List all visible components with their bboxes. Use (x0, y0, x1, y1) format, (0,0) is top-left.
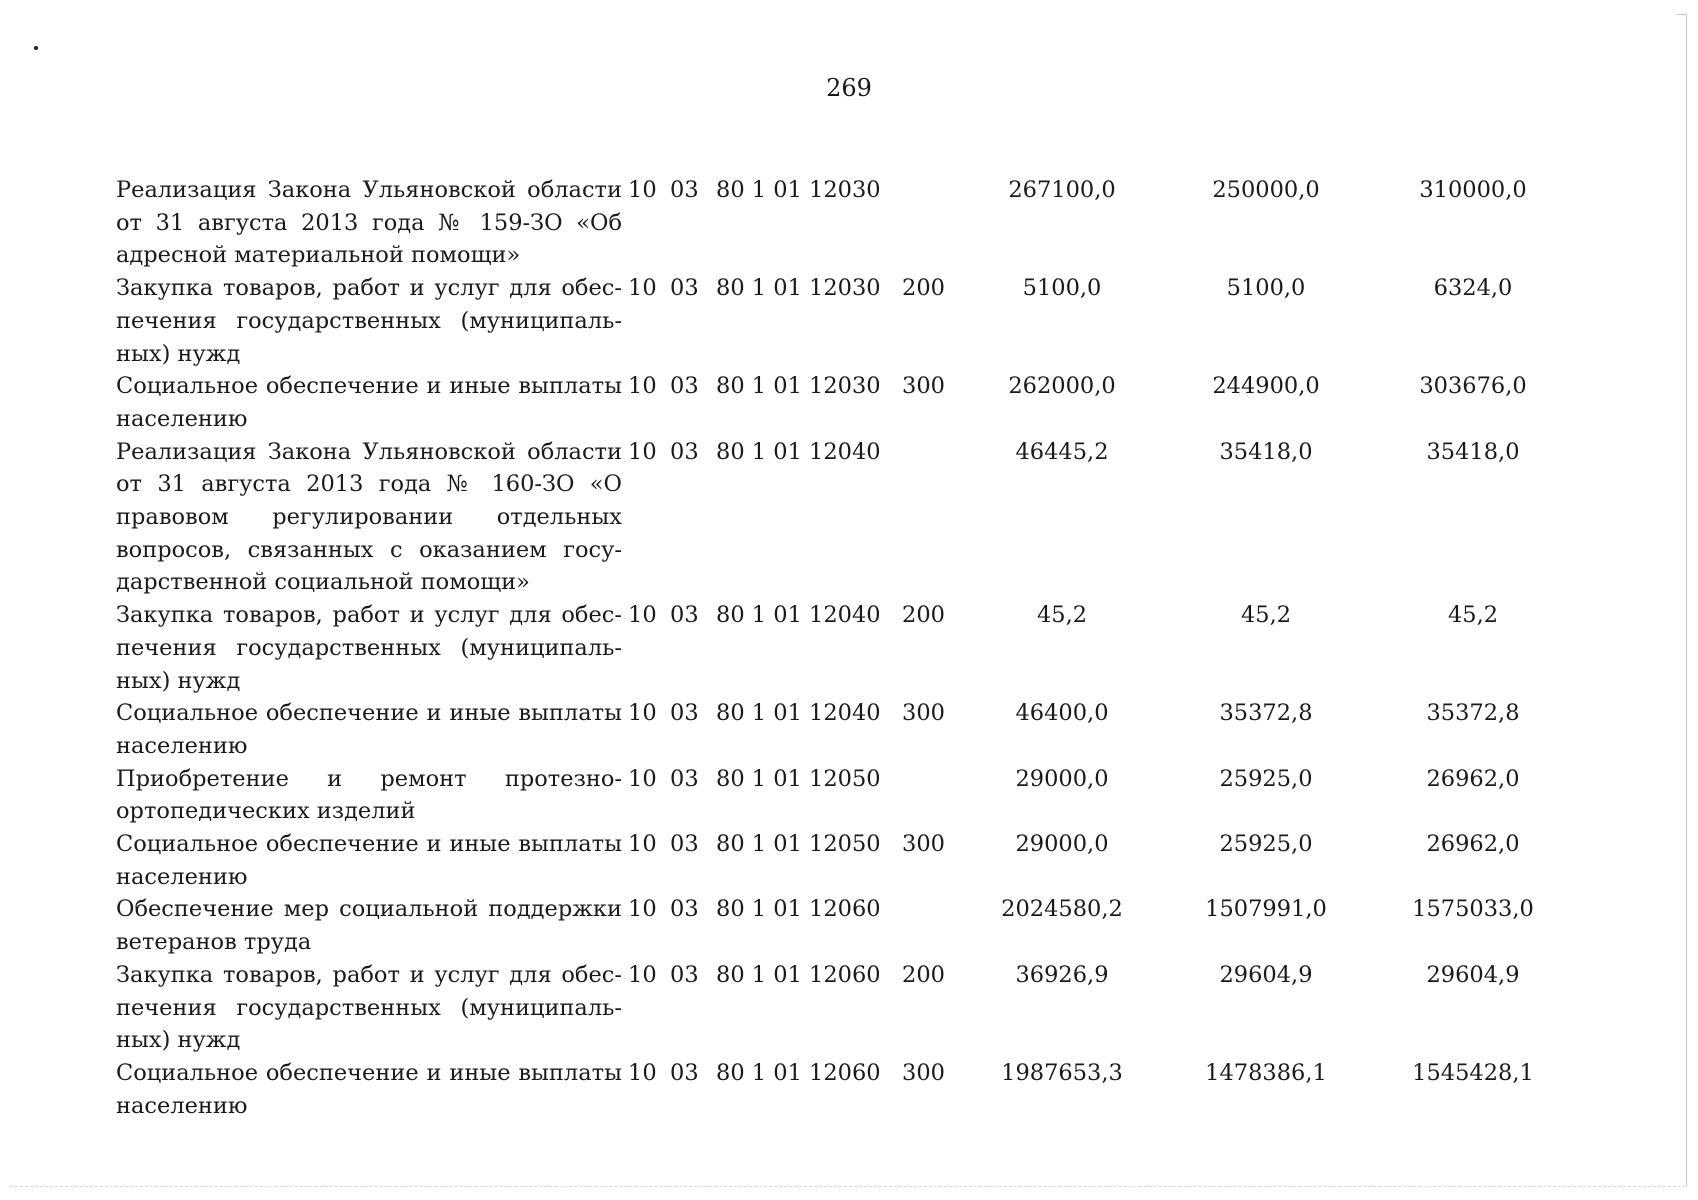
amount-year-2: 1507991,0 (1205, 896, 1327, 923)
expense-type-code: 300 (902, 700, 945, 727)
target-article-code: 80 1 01 12060 (716, 1059, 881, 1086)
amount-year-3: 303676,0 (1419, 373, 1527, 400)
page-edge-bottom (10, 1186, 1686, 1187)
section-code: 10 (628, 438, 657, 465)
section-code: 10 (628, 602, 657, 629)
section-code: 10 (628, 961, 657, 988)
expense-type-code (902, 436, 962, 600)
table-row (116, 370, 1576, 435)
section-code: 10 (628, 896, 657, 923)
expense-name: Реализация Закона Ульяновской области от 31 августа 2013 года № 159-ЗО «Об адресной материальной помощи» (116, 177, 622, 269)
expense-name: Закупка товаров, работ и услуг для обеспечения государственных (муниципальных) нужд (116, 602, 622, 694)
amount-year-1: 46400,0 (1015, 700, 1109, 727)
amount-year-3: 1575033,0 (1412, 896, 1534, 923)
section-code: 10 (628, 765, 657, 792)
amount-year-3: 310000,0 (1419, 177, 1527, 203)
expense-type-code (902, 893, 962, 958)
expense-type-code: 200 (902, 961, 945, 988)
amount-year-2: 250000,0 (1212, 177, 1320, 203)
table-row (116, 959, 1576, 1057)
target-article-code: 80 1 01 12060 (716, 896, 881, 923)
target-article-code: 80 1 01 12030 (716, 373, 881, 400)
expense-type-code (902, 763, 962, 828)
expense-name: Закупка товаров, работ и услуг для обеспечения государственных (муниципальных) нужд (116, 275, 622, 367)
table-row (116, 828, 1576, 893)
section-code: 10 (628, 275, 657, 302)
subsection-code: 03 (670, 373, 699, 400)
section-code: 10 (628, 373, 657, 400)
table-row (116, 697, 1576, 762)
scan-speck (34, 46, 38, 50)
expense-name: Социальное обеспечение и иные выплаты населению (116, 1059, 622, 1119)
amount-year-2: 45,2 (1240, 602, 1292, 629)
amount-year-2: 35418,0 (1219, 438, 1313, 465)
section-code: 10 (628, 177, 657, 203)
subsection-code: 03 (670, 1059, 699, 1086)
amount-year-1: 5100,0 (1022, 275, 1102, 302)
amount-year-1: 262000,0 (1008, 373, 1116, 400)
section-code: 10 (628, 831, 657, 858)
target-article-code: 80 1 01 12050 (716, 765, 881, 792)
target-article-code: 80 1 01 12060 (716, 961, 881, 988)
expense-name: Приобретение и ремонт протезно-ортопедических изделий (116, 765, 622, 825)
table-row (116, 1057, 1576, 1122)
table-row (116, 272, 1576, 370)
subsection-code: 03 (670, 438, 699, 465)
expense-name: Социальное обеспечение и иные выплаты населению (116, 700, 622, 759)
amount-year-3: 35372,8 (1426, 700, 1520, 727)
amount-year-1: 267100,0 (1008, 177, 1116, 203)
amount-year-3: 6324,0 (1433, 275, 1513, 302)
target-article-code: 80 1 01 12040 (716, 602, 881, 629)
amount-year-3: 26962,0 (1426, 831, 1520, 858)
section-code: 10 (628, 1059, 657, 1086)
expense-type-code: 200 (902, 602, 945, 629)
page-edge-right (1686, 14, 1687, 1186)
subsection-code: 03 (670, 896, 699, 923)
table-row (116, 174, 1576, 272)
subsection-code: 03 (670, 961, 699, 988)
amount-year-1: 29000,0 (1015, 831, 1109, 858)
expense-type-code: 300 (902, 373, 945, 400)
section-code: 10 (628, 700, 657, 727)
amount-year-1: 1987653,3 (1001, 1059, 1123, 1086)
table-row (116, 599, 1576, 697)
amount-year-3: 1545428,1 (1412, 1059, 1534, 1086)
expense-type-code (902, 174, 962, 272)
expense-name: Реализация Закона Ульяновской области от 31 августа 2013 года № 160-ЗО «О правовом регулировании отдельных вопросов, связанных с оказанием государственной социальной помощи» (116, 438, 622, 596)
amount-year-2: 1478386,1 (1205, 1059, 1327, 1086)
target-article-code: 80 1 01 12030 (716, 177, 881, 203)
amount-year-3: 35418,0 (1426, 438, 1520, 465)
subsection-code: 03 (670, 765, 699, 792)
subsection-code: 03 (670, 177, 699, 203)
table-row (116, 893, 1576, 958)
amount-year-2: 29604,9 (1219, 961, 1313, 988)
amount-year-1: 45,2 (1036, 602, 1088, 629)
expense-type-code: 300 (902, 1059, 945, 1086)
amount-year-3: 45,2 (1447, 602, 1499, 629)
expense-type-code: 200 (902, 275, 945, 302)
target-article-code: 80 1 01 12040 (716, 438, 881, 465)
amount-year-2: 25925,0 (1219, 831, 1313, 858)
expense-type-code: 300 (902, 831, 945, 858)
amount-year-2: 35372,8 (1219, 700, 1313, 727)
page-number: 269 (826, 74, 872, 102)
amount-year-2: 244900,0 (1212, 373, 1320, 400)
target-article-code: 80 1 01 12050 (716, 831, 881, 858)
expense-name: Социальное обеспечение и иные выплаты населению (116, 373, 622, 432)
expense-name: Социальное обеспечение и иные выплаты населению (116, 831, 622, 890)
subsection-code: 03 (670, 275, 699, 302)
subsection-code: 03 (670, 700, 699, 727)
amount-year-1: 29000,0 (1015, 765, 1109, 792)
budget-table (116, 174, 1576, 1122)
budget-table-body (116, 174, 1576, 1122)
subsection-code: 03 (670, 831, 699, 858)
amount-year-1: 2024580,2 (1001, 896, 1123, 923)
table-row (116, 436, 1576, 600)
amount-year-2: 5100,0 (1226, 275, 1306, 302)
target-article-code: 80 1 01 12030 (716, 275, 881, 302)
amount-year-3: 29604,9 (1426, 961, 1520, 988)
amount-year-3: 26962,0 (1426, 765, 1520, 792)
expense-name: Обеспечение мер социальной поддержки ветеранов труда (116, 896, 622, 956)
expense-name: Закупка товаров, работ и услуг для обеспечения государственных (муниципальных) нужд (116, 961, 622, 1054)
table-row (116, 763, 1576, 828)
amount-year-1: 36926,9 (1015, 961, 1109, 988)
page-edge-top-mark (1676, 14, 1686, 15)
target-article-code: 80 1 01 12040 (716, 700, 881, 727)
subsection-code: 03 (670, 602, 699, 629)
amount-year-1: 46445,2 (1015, 438, 1109, 465)
amount-year-2: 25925,0 (1219, 765, 1313, 792)
